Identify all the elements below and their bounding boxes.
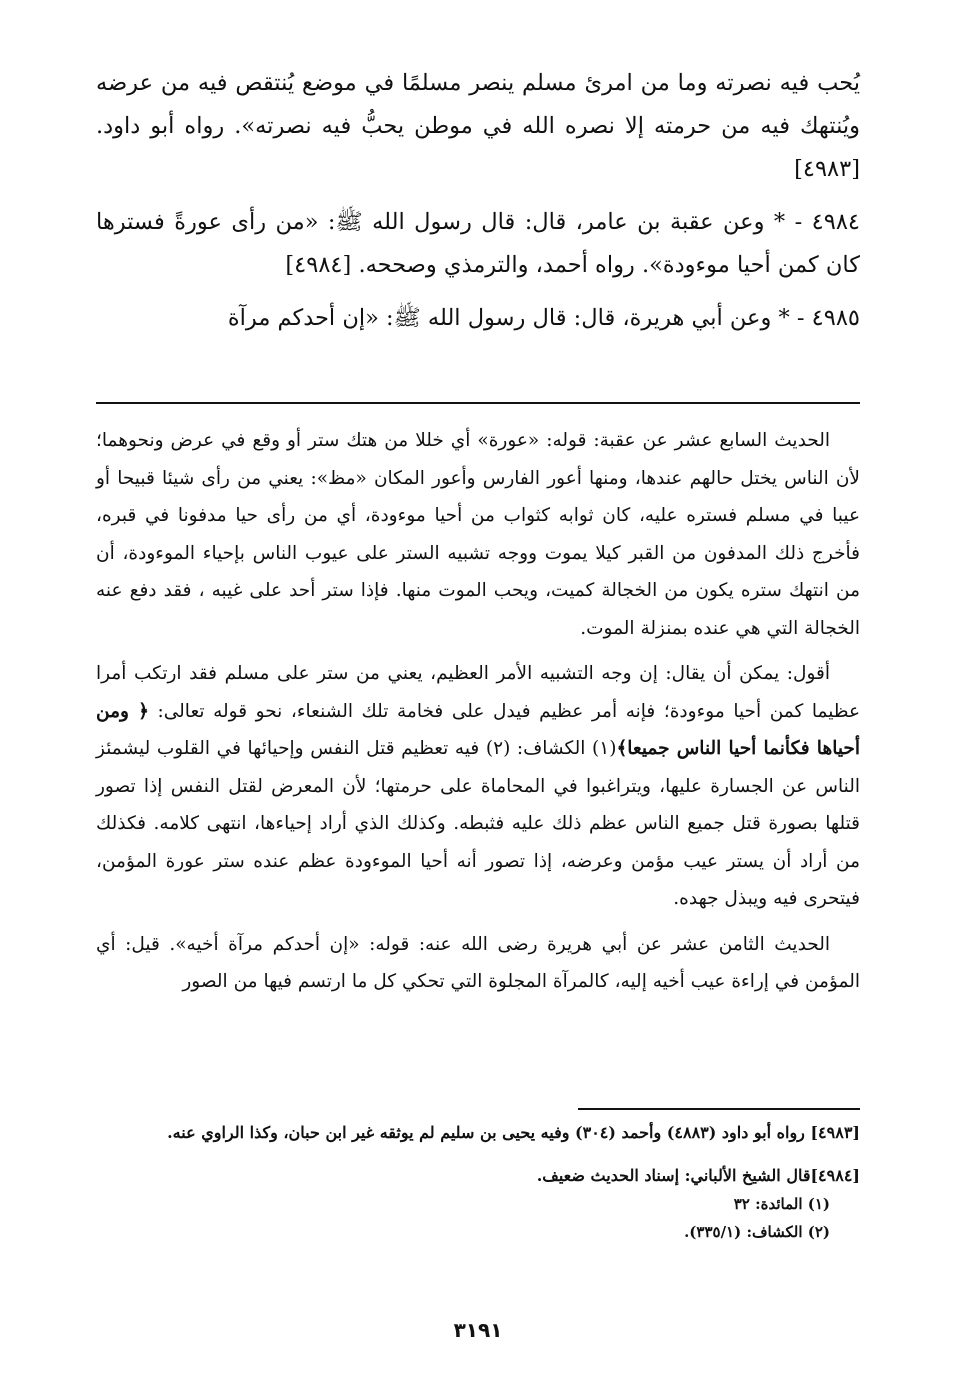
hadith-text xyxy=(96,62,860,340)
footnote-4984: [٤٩٨٤]قال الشيخ الألباني: إسناد الحديث ضعيف. xyxy=(536,1166,860,1185)
hadith-4984: ٤٩٨٤ - * وعن عقبة بن عامر، قال: قال رسول الله ﷺ: «من رأى عورةً فسترها كان كمن أحيا موءودة». رواه أحمد، والترمذي وصححه. [٤٩٨٤] xyxy=(96,209,860,278)
footnote-4983: [٤٩٨٣] رواه أبو داود (٤٨٨٣) وأحمد (٣٠٤) وفيه يحيى بن سليم لم يوثقه غير ابن حبان، وكذا الراوي عنه. xyxy=(167,1123,860,1142)
footnotes xyxy=(96,1118,860,1246)
hadith-4985: ٤٩٨٥ - * وعن أبي هريرة، قال: قال رسول الله ﷺ: «إن أحدكم مرآة xyxy=(227,305,860,331)
commentary-paragraph-3: الحديث الثامن عشر عن أبي هريرة رضى الله عنه: قوله: «إن أحدكم مرآة أخيه». قيل: أي المؤمن في إراءة عيب أخيه إليه، كالمرآة المجلوة التي تحكي كل ما ارتسم فيها من الصور xyxy=(96,933,860,992)
footnote-2: (٢) الكشاف: (٣٣٥/١). xyxy=(684,1223,830,1241)
hadith-continuation: يُحب فيه نصرته وما من امرئ مسلم ينصر مسلمًا في موضع يُنتقص فيه من عرضه ويُنتهك فيه من حرمته إلا نصره الله في موطن يحبُّ فيه نصرته». رواه أبو داود. [٤٩٨٣] xyxy=(96,70,860,182)
footnote-rule xyxy=(578,1108,860,1110)
section-divider xyxy=(96,402,860,404)
quran-verse: ﴿ ومن أحياها فكأنما أحيا الناس جميعا﴾ xyxy=(96,700,860,759)
commentary-paragraph-2-intro: أقول: يمكن أن يقال: إن وجه التشبيه الأمر العظيم، يعني من ستر على مسلم فقد ارتكب أمرا عظيما كمن أحيا موءودة؛ فإنه أمر عظيم فيدل على فخامة تلك الشنعاء، نحو قوله تعالى: xyxy=(96,663,860,722)
page-number: ٣١٩١ xyxy=(453,1318,503,1342)
commentary-paragraph-1: الحديث السابع عشر عن عقبة: قوله: «عورة» أي خللا من هتك ستر أو وقع في عرض ونحوهما؛ لأن الناس يختل حالهم عندها، ومنها أعور الفارس وأعور المكان «مظ»: يعني من رأى شيئا قبيحا أو عيبا في مسلم فستره عليه، كان ثوابه كثواب من أحيا موءودة، أي من رأى حيا مدفونا في قبره، فأخرج ذلك المدفون من القبر كيلا يموت ووجه تشبيه الستر على عيوب الناس بإحياء الموءودة، أن من انتهك ستره يكون من الخجالة كميت، ويحب الموت منها. فإذا ستر أحد على غيبه ، فقد دفع عنه الخجالة التي هي عنده بمنزلة الموت. xyxy=(96,430,860,639)
commentary xyxy=(96,422,860,1001)
footnote-1: (١) المائدة: ٣٢ xyxy=(733,1195,830,1213)
commentary-paragraph-2-body: (١) الكشاف: (٢) فيه تعظيم قتل النفس وإحيائها في القلوب ليشمئز الناس عن الجسارة عليها، ويتراغبوا في المحاماة على حرمتها؛ لأن المعرض لقتل النفس إذا تصور قتلها بصورة قتل جميع الناس عظم ذلك عليه فثبطه. وكذلك الذي أراد إحياءها، انتهى كلامه. فكذلك من أراد أن يستر عيب مؤمن وعرضه، إذا تصور أنه أحيا الموءودة عظم عنده ستر عورة المؤمن، فيتحرى فيه ويبذل جهده. xyxy=(96,738,860,909)
commentary-paragraph-2 xyxy=(96,655,860,918)
